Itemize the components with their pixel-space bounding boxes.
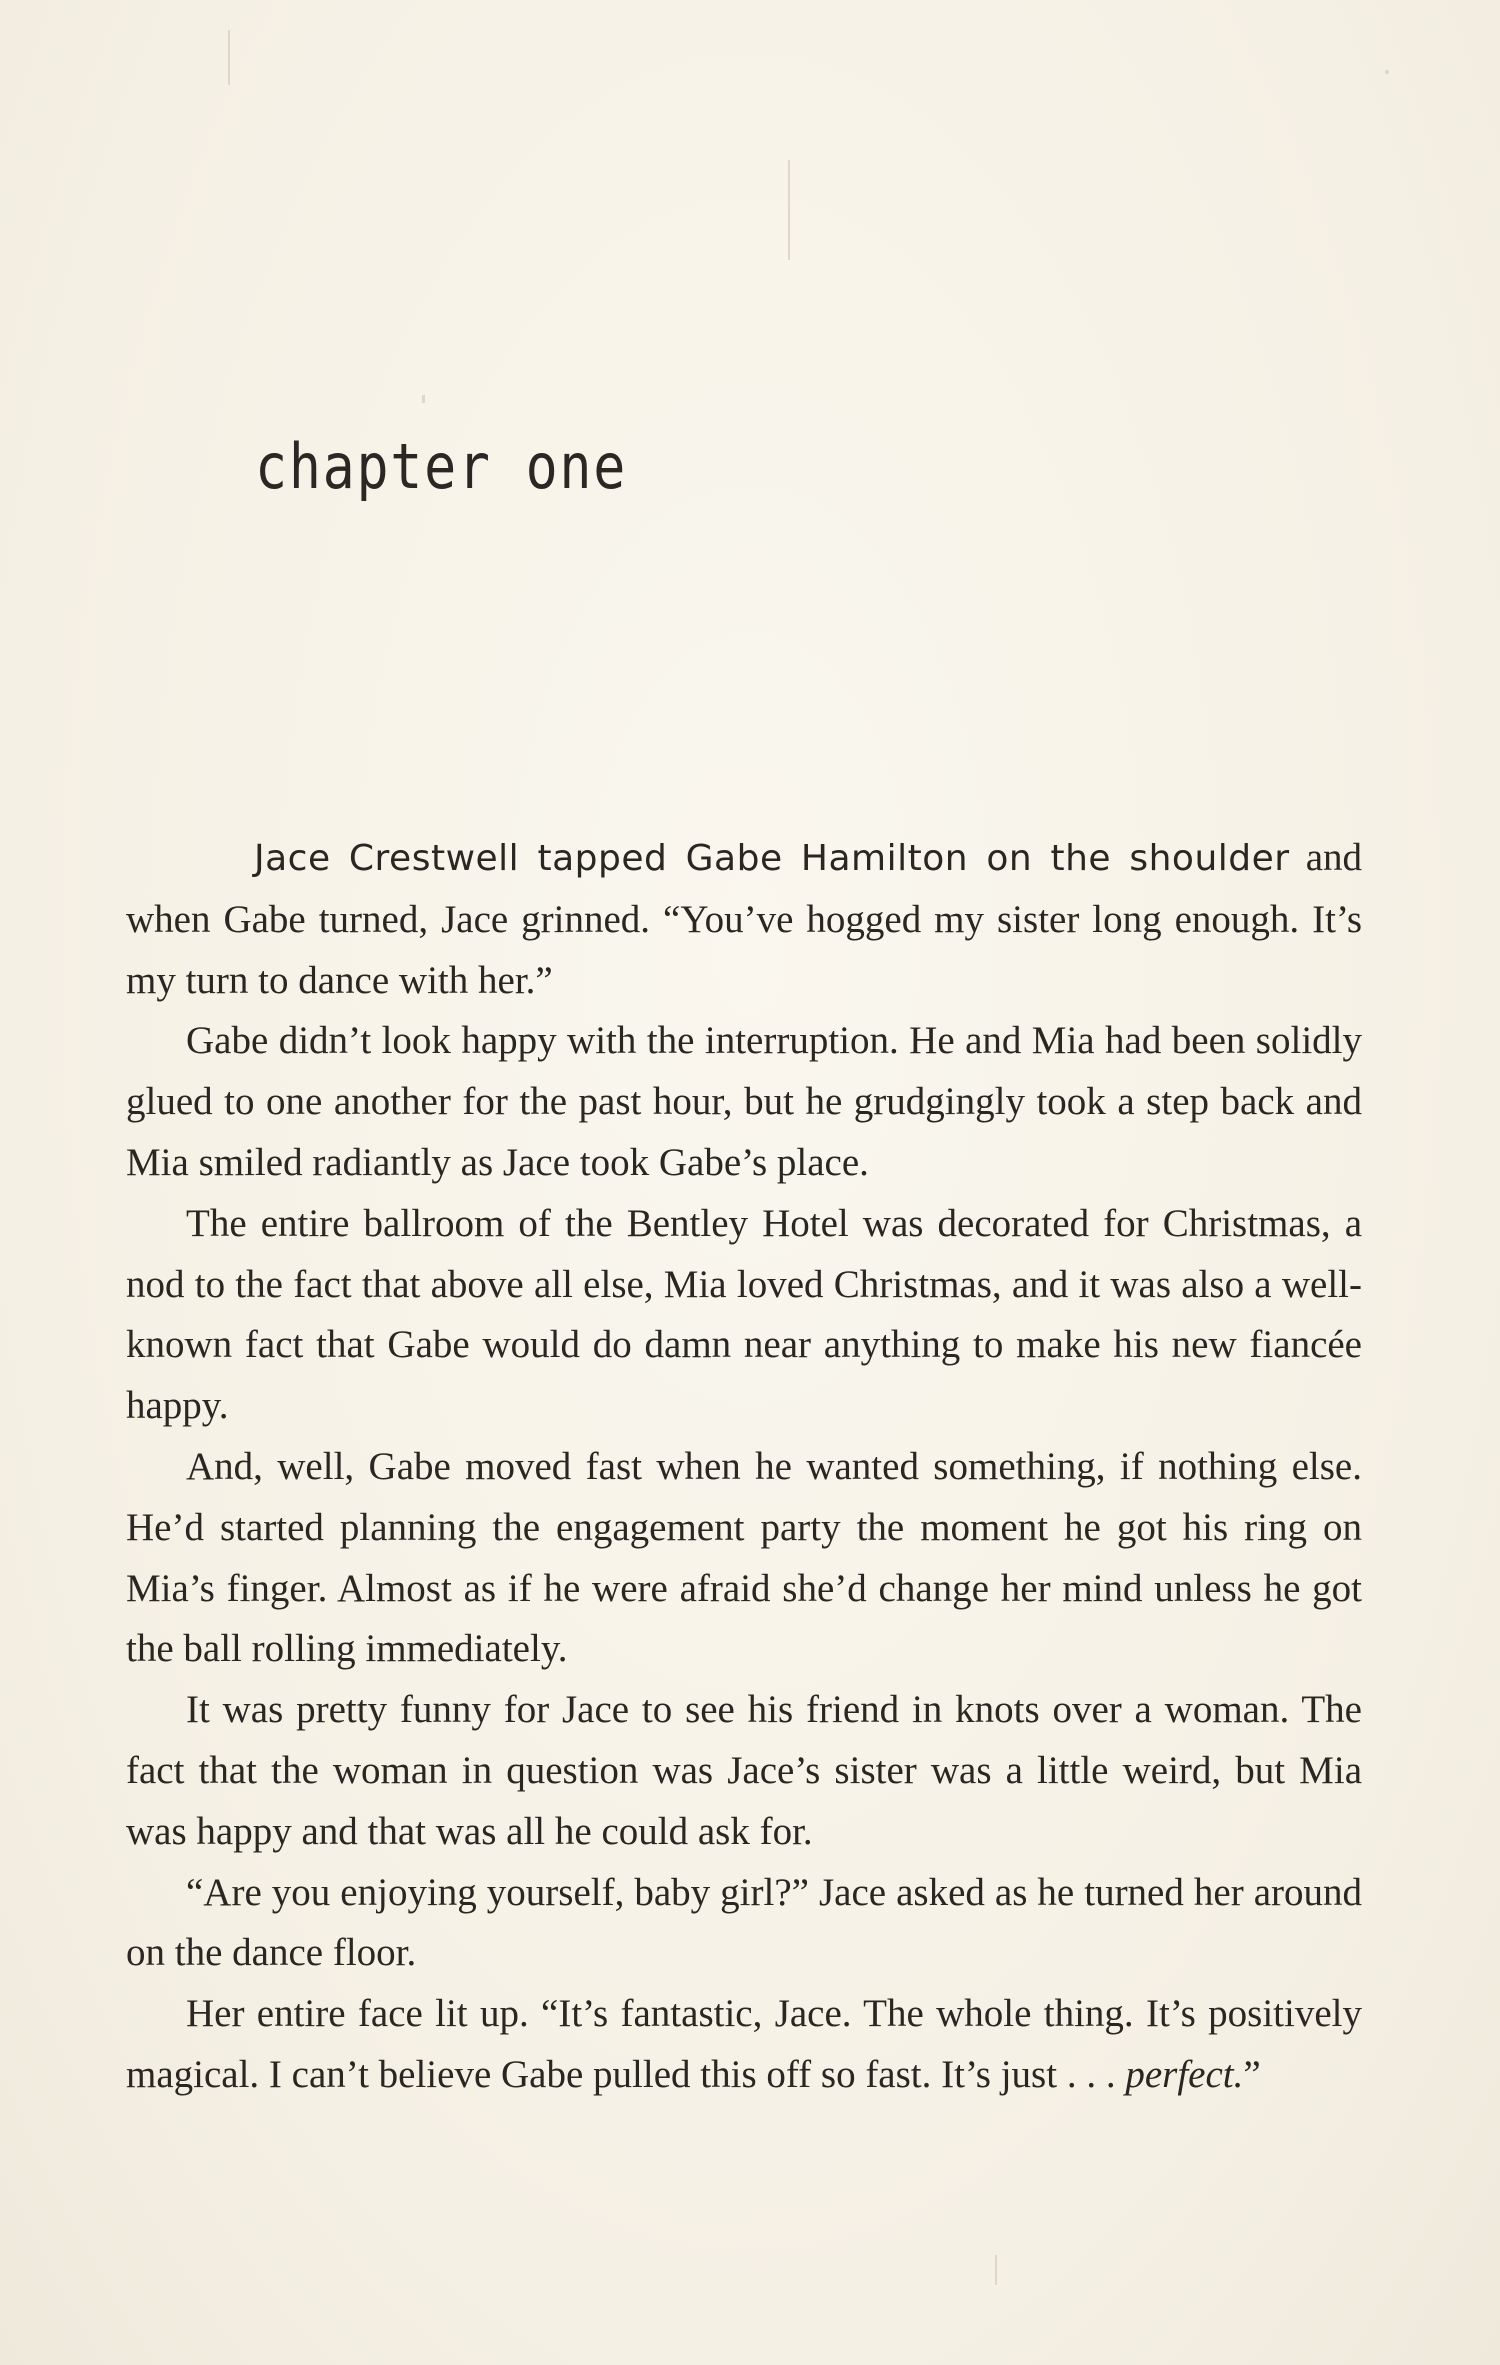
paragraph: [126, 828, 1362, 1011]
scan-mark: [788, 160, 790, 260]
paragraph: The entire ballroom of the Bentley Hotel was decorated for Christmas, a nod to the fact that above all else, Mia loved Christmas, and it was also a well-known fact that Gabe would do damn near anything to make his new fiancée happy.: [126, 1201, 1362, 1428]
paragraph-text: Her entire face lit up. “It’s fantastic, Jace. The whole thing. It’s positively magical. I can’t believe Gabe pulled this off so fast. It’s just . . .: [126, 1992, 1362, 2096]
paragraph: [126, 1984, 1362, 2106]
closing-quote: ”: [1243, 2052, 1261, 2096]
paragraph: “Are you enjoying yourself, baby girl?” Jace asked as he turned her around on the dance floor.: [126, 1870, 1362, 1975]
emphasized-text: perfect.: [1125, 2052, 1244, 2096]
paragraph-lead-in: Jace Crestwell tapped Gabe Hamilton on the shoulder: [254, 838, 1290, 879]
paragraph: And, well, Gabe moved fast when he wanted something, if nothing else. He’d started planning the engagement party the moment he got his ring on Mia’s finger. Almost as if he were afraid she’d change her mind unless he got the ball rolling immediately.: [126, 1444, 1362, 1671]
scan-mark: [422, 395, 425, 403]
scan-mark: [995, 2255, 997, 2285]
chapter-body: [126, 828, 1362, 2106]
scan-mark: [228, 30, 230, 85]
scan-mark: [1385, 70, 1389, 74]
paragraph: Gabe didn’t look happy with the interruption. He and Mia had been solidly glued to one another for the past hour, but he grudgingly took a step back and Mia smiled radiantly as Jace took Gabe’s place.: [126, 1019, 1362, 1184]
paragraph: It was pretty funny for Jace to see his friend in knots over a woman. The fact that the woman in question was Jace’s sister was a little weird, but Mia was happy and that was all he could ask for.: [126, 1688, 1362, 1853]
paragraph-text: and when Gabe turned, Jace grinned. “You’ve hogged my sister long enough. It’s my turn to dance with her.”: [126, 836, 1363, 1002]
chapter-title: chapter one: [255, 430, 628, 503]
